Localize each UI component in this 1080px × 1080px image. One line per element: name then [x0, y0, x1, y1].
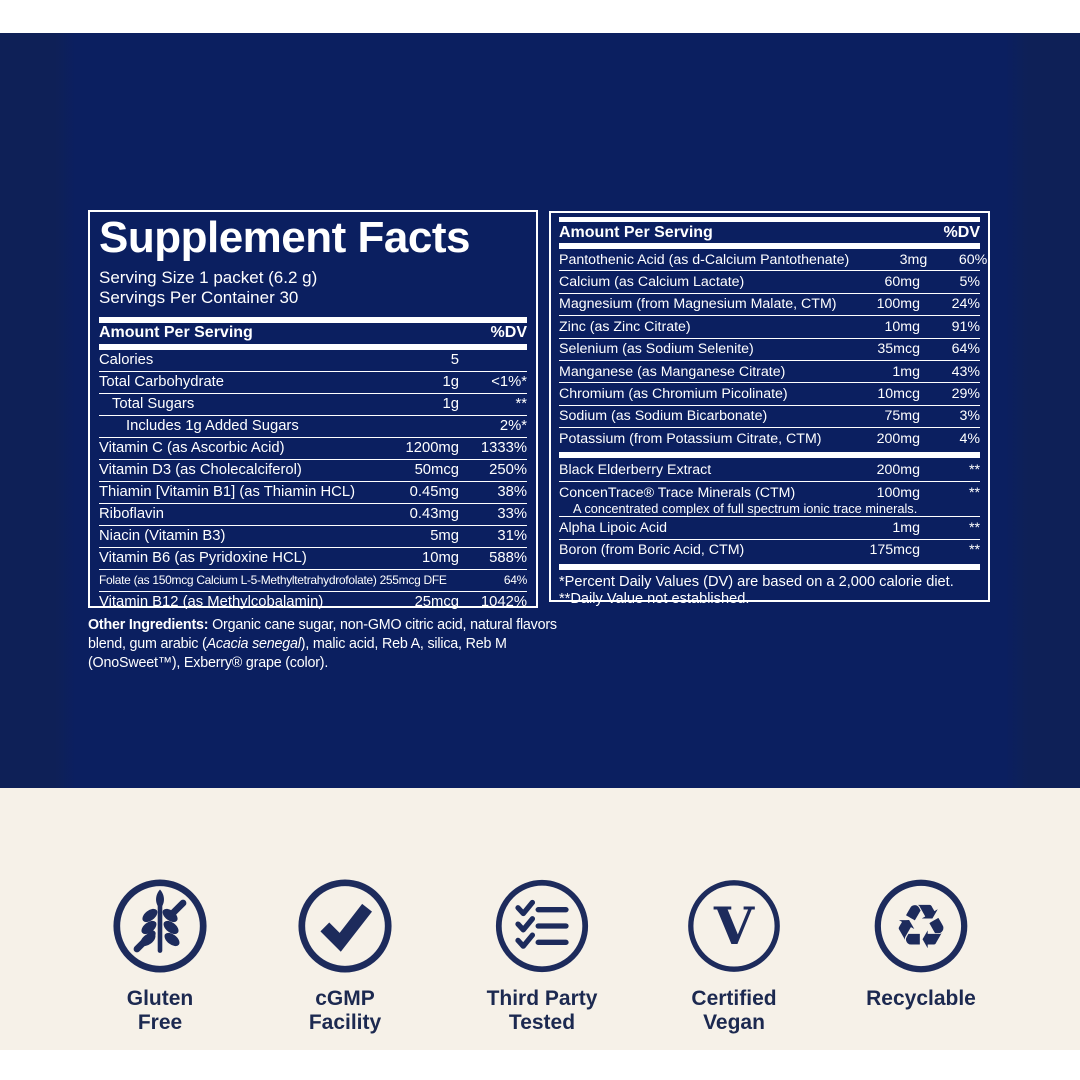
- table-row-line: [559, 361, 980, 382]
- table-row-line: [559, 383, 980, 404]
- nutrient-dv: 2%*: [499, 418, 527, 435]
- svg-text:♻: ♻: [893, 892, 949, 964]
- nutrient-amount: 75mg: [884, 408, 920, 425]
- nutrient-name: Manganese (as Manganese Citrate): [559, 363, 786, 380]
- table-row: [559, 516, 980, 538]
- table-row-line: [559, 339, 980, 360]
- nutrient-name: Selenium (as Sodium Selenite): [559, 341, 754, 358]
- nutrient-name: Total Sugars: [112, 396, 195, 413]
- other-ingredients: [88, 616, 558, 673]
- nutrient-name: Zinc (as Zinc Citrate): [559, 318, 691, 335]
- nutrient-amount: 25mcg: [414, 594, 459, 611]
- nutrient-amount: 100mg: [876, 484, 920, 501]
- badge-recyclable: [826, 878, 1016, 1011]
- nutrient-name: Vitamin C (as Ascorbic Acid): [99, 440, 285, 457]
- table-row: [559, 270, 980, 292]
- nutrient-amount: 5mg: [430, 528, 459, 545]
- right-table-minerals: [559, 249, 988, 450]
- nutrient-amount: 5: [450, 352, 459, 369]
- nutrient-name: Calories: [99, 352, 154, 369]
- amount-per-serving-header: Amount Per Serving: [99, 324, 253, 342]
- third-party-checklist-icon: [494, 878, 590, 974]
- svg-text:V: V: [713, 896, 755, 958]
- nutrient-name: Sodium (as Sodium Bicarbonate): [559, 408, 768, 425]
- nutrient-amount: 50mcg: [414, 462, 459, 479]
- table-row: [559, 249, 988, 270]
- table-row: [99, 415, 527, 437]
- divider-thick: [559, 452, 980, 458]
- nutrient-dv: 31%: [497, 528, 527, 545]
- table-row-line: [559, 316, 980, 337]
- nutrient-name: Pantothenic Acid (as d-Calcium Pantothenate): [559, 251, 850, 268]
- table-row: [99, 459, 527, 481]
- badge-label: [866, 987, 976, 1011]
- table-header-left: [99, 323, 527, 344]
- nutrient-amount: 35mcg: [877, 341, 920, 358]
- badge-label: [487, 987, 598, 1035]
- nutrient-name: Vitamin B12 (as Methylcobalamin): [99, 594, 324, 611]
- nutrient-dv: 29%: [951, 386, 980, 403]
- nutrient-dv: **: [968, 519, 980, 536]
- table-row-line: [559, 249, 988, 270]
- table-row: [99, 437, 527, 459]
- nutrient-dv: **: [968, 462, 980, 479]
- nutrient-amount: 1g: [442, 374, 459, 391]
- table-row-line: [559, 294, 980, 315]
- nutrient-amount: 10mg: [421, 550, 459, 567]
- nutrient-amount: 255mcg DFE: [379, 573, 447, 588]
- table-row: [559, 293, 980, 315]
- servings-per-container: Servings Per Container 30: [99, 288, 299, 308]
- table-row: [99, 569, 527, 591]
- percent-dv-header: %DV: [490, 324, 527, 342]
- nutrient-note: A concentrated complex of full spectrum ionic trace minerals.: [573, 501, 918, 517]
- table-row-line: [559, 482, 980, 503]
- supplement-facts-title: Supplement Facts: [99, 213, 470, 262]
- badge-label-line: Vegan: [703, 1011, 765, 1035]
- badge-label: [691, 987, 776, 1035]
- nutrient-name: Calcium (as Calcium Lactate): [559, 274, 745, 291]
- gluten-free-icon: [112, 878, 208, 974]
- nutrient-dv: **: [968, 542, 980, 559]
- nutrient-name: Vitamin B6 (as Pyridoxine HCL): [99, 550, 307, 567]
- badge-label-line: Third Party: [486, 987, 598, 1010]
- nutrient-dv: 33%: [497, 506, 527, 523]
- nutrient-dv: **: [515, 396, 527, 413]
- nutrient-name: Vitamin D3 (as Cholecalciferol): [99, 462, 302, 479]
- divider-thick: [559, 564, 980, 570]
- table-row: [559, 481, 980, 516]
- badge-label: [309, 987, 381, 1035]
- nutrient-name: Thiamin [Vitamin B1] (as Thiamin HCL): [99, 484, 356, 501]
- nutrient-name: Boron (from Boric Acid, CTM): [559, 542, 745, 559]
- nutrient-amount: 0.43mg: [409, 506, 459, 523]
- badge-gluten-free: [65, 878, 255, 1035]
- nutrient-dv: 60%: [958, 251, 988, 268]
- nutrient-amount: 1g: [442, 396, 459, 413]
- badge-label-line: Certified: [691, 987, 777, 1010]
- badge-label-line: Tested: [508, 1011, 576, 1035]
- badge-label-line: Recyclable: [866, 987, 976, 1010]
- nutrient-amount: 100mg: [876, 296, 920, 313]
- percent-dv-header: %DV: [943, 223, 980, 241]
- badge-third-party-tested: [447, 878, 637, 1035]
- table-row-line: [559, 271, 980, 292]
- table-row: [559, 460, 980, 481]
- table-row-line: [559, 517, 980, 538]
- nutrient-amount: 60mg: [884, 274, 920, 291]
- table-row: [559, 315, 980, 337]
- table-row-line: [559, 428, 980, 449]
- nutrient-amount: 1mg: [892, 363, 920, 380]
- table-row-line: [559, 540, 980, 561]
- right-table-botanicals: [559, 460, 980, 562]
- bottom-white-band: [0, 1050, 1080, 1080]
- nutrient-dv: 24%: [951, 296, 980, 313]
- badge-label-line: Gluten: [126, 987, 194, 1010]
- nutrient-dv: 64%: [503, 573, 527, 588]
- badge-certified-vegan: [639, 878, 829, 1035]
- table-row: [559, 405, 980, 427]
- table-row: [559, 539, 980, 561]
- certified-vegan-icon: [686, 878, 782, 974]
- table-row: [99, 371, 527, 393]
- nutrient-dv: 91%: [951, 318, 980, 335]
- nutrient-dv: **: [968, 484, 980, 501]
- table-header-right: [559, 222, 980, 243]
- nutrient-name: Folate (as 150mcg Calcium L-5-Methyltetrahydrofolate): [99, 573, 377, 588]
- nutrient-dv: <1%*: [491, 374, 527, 391]
- nutrient-dv: 1333%: [480, 440, 527, 457]
- badge-label-line: cGMP: [315, 987, 375, 1010]
- nutrient-name: Chromium (as Chromium Picolinate): [559, 386, 788, 403]
- nutrient-dv: 64%: [951, 341, 980, 358]
- table-row: [99, 547, 527, 569]
- top-white-band: [0, 0, 1080, 33]
- nutrient-amount: 175mcg: [869, 542, 920, 559]
- nutrient-dv: 3%: [959, 408, 980, 425]
- nutrient-name: Niacin (Vitamin B3): [99, 528, 226, 545]
- cgmp-check-icon: [297, 878, 393, 974]
- nutrient-amount: 3mg: [899, 251, 928, 268]
- badge-label-line: Free: [137, 1011, 183, 1035]
- amount-per-serving-header: Amount Per Serving: [559, 223, 713, 241]
- nutrient-dv: 38%: [497, 484, 527, 501]
- table-row: [99, 525, 527, 547]
- other-ingredients-text: ), malic acid, Reb A, silica, Reb M (OnoSweet™), Exberry® grape (color).: [88, 635, 507, 671]
- footnotes: [559, 574, 980, 607]
- badge-label: [127, 987, 194, 1035]
- nutrient-name: Total Carbohydrate: [99, 374, 225, 391]
- nutrient-name: Includes 1g Added Sugars: [126, 418, 299, 435]
- table-row: [559, 338, 980, 360]
- nutrient-name: Magnesium (from Magnesium Malate, CTM): [559, 296, 837, 313]
- nutrient-name: Black Elderberry Extract: [559, 462, 712, 479]
- nutrient-name: Alpha Lipoic Acid: [559, 519, 668, 536]
- table-row: [559, 427, 980, 449]
- nutrient-dv: 5%: [959, 274, 980, 291]
- table-row: [99, 591, 527, 613]
- left-table-body: [99, 350, 527, 613]
- other-ingredients-text: Organic cane sugar, non-GMO citric acid, natural flavors blend, gum arabic (: [88, 617, 557, 652]
- nutrient-name: Potassium (from Potassium Citrate, CTM): [559, 430, 822, 447]
- nutrient-amount: 0.45mg: [409, 484, 459, 501]
- recyclable-icon: [873, 878, 969, 974]
- table-row: [559, 382, 980, 404]
- nutrient-amount: 200mg: [876, 430, 920, 447]
- nutrient-name: ConcenTrace® Trace Minerals (CTM): [559, 484, 796, 501]
- table-row-line: [559, 460, 980, 481]
- supplement-facts-panel-right: [549, 211, 990, 607]
- table-row: [99, 481, 527, 503]
- nutrient-dv: 250%: [489, 462, 527, 479]
- nutrient-amount: 200mg: [876, 462, 920, 479]
- other-ingredients-italic: Acacia senegal: [206, 635, 301, 652]
- badge-label-line: Facility: [308, 1011, 382, 1035]
- nutrient-dv: 4%: [959, 430, 980, 447]
- footnote-line: **Daily Value not established.: [559, 590, 750, 607]
- nutrient-dv: 588%: [489, 550, 527, 567]
- nutrient-amount: 1mg: [892, 519, 920, 536]
- serving-size: Serving Size 1 packet (6.2 g): [99, 267, 318, 287]
- nutrient-amount: 10mcg: [877, 386, 920, 403]
- nutrient-dv: 43%: [951, 363, 980, 380]
- supplement-facts-panel-left: [88, 210, 538, 611]
- table-row-line: [559, 406, 980, 427]
- nutrient-dv: 1042%: [480, 594, 527, 611]
- badge-cgmp-facility: [250, 878, 440, 1035]
- nutrient-amount: 1200mg: [405, 440, 459, 457]
- table-row: [99, 350, 527, 371]
- footnote-line: *Percent Daily Values (DV) are based on a 2,000 calorie diet.: [559, 574, 954, 591]
- table-row: [559, 360, 980, 382]
- table-row: [99, 393, 527, 415]
- nutrient-amount: 10mg: [884, 318, 920, 335]
- table-row: [99, 503, 527, 525]
- nutrient-name: Riboflavin: [99, 506, 164, 523]
- other-ingredients-label: Other Ingredients:: [88, 617, 209, 633]
